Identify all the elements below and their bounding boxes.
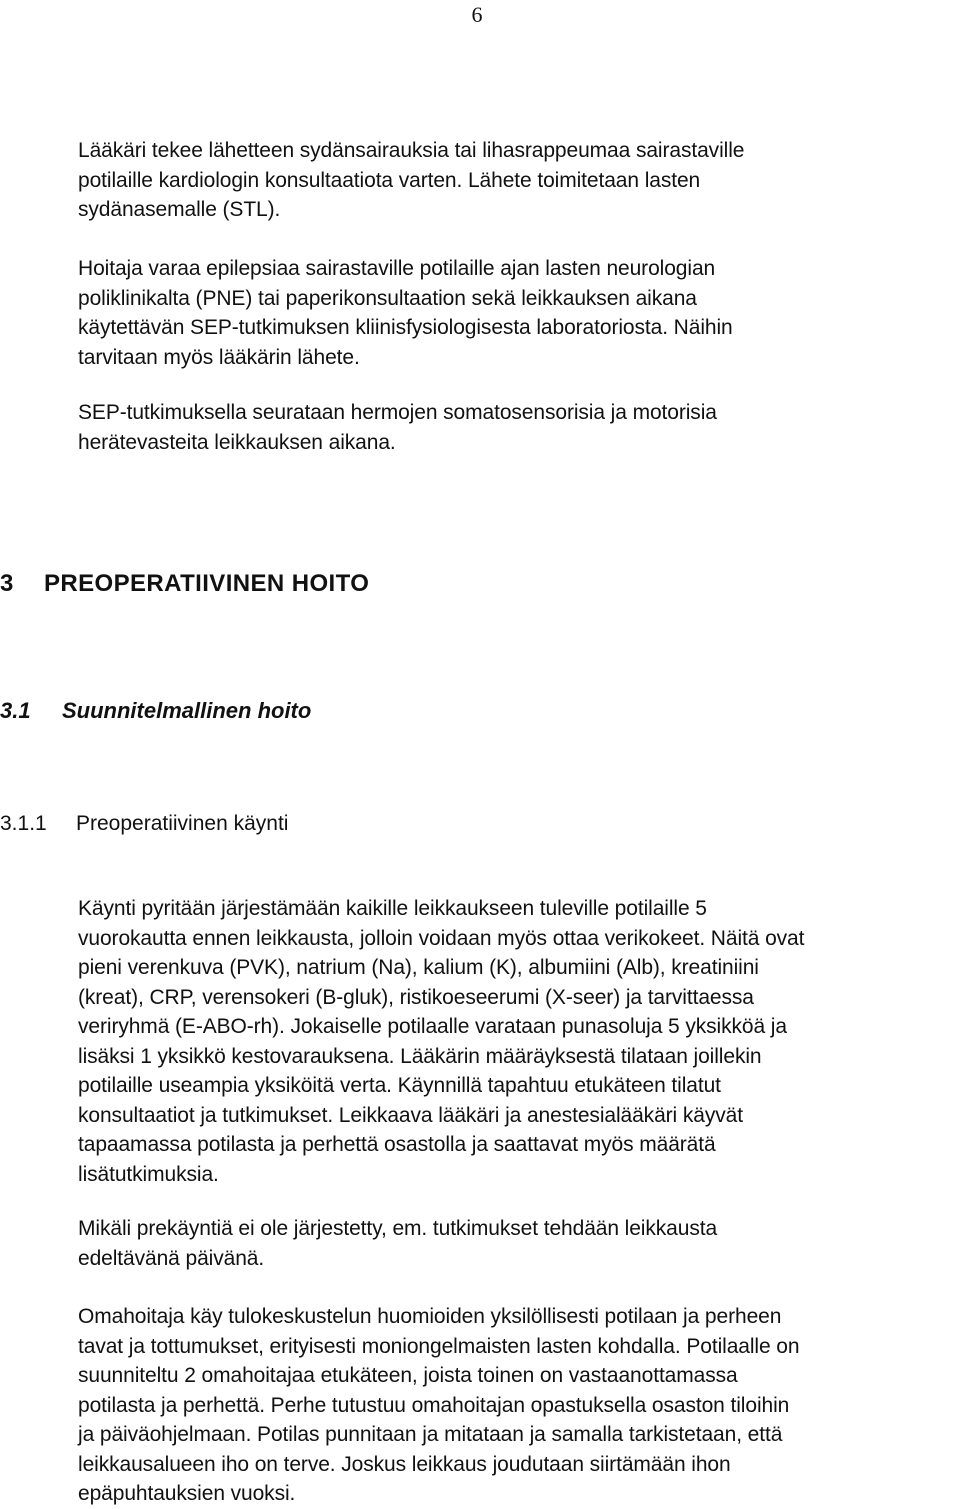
paragraph-sep-monitoring [78,398,958,457]
paragraph-epilepsy-booking [78,254,958,372]
text-line: Lääkäri tekee lähetteen sydänsairauksia tai lihasrappeumaa sairastaville [78,139,745,162]
subsubsection-number: 3.1.1 [0,812,47,835]
text-line: lisäksi 1 yksikkö kestovarauksena. Lääkärin määräyksestä tilataan joillekin [78,1044,762,1068]
text-line: herätevasteita leikkauksen aikana. [78,430,396,454]
text-line: sydänasemalle (STL). [78,198,281,221]
paragraph-no-previsit [78,1214,958,1273]
text-line: potilaille kardiologin konsultaatiota varten. Lähete toimitetaan lasten [78,168,701,192]
text-line: veriryhmä (E-ABO-rh). Jokaiselle potilaalle varataan punasoluja 5 yksikköä ja [78,1015,787,1038]
text-line: SEP-tutkimuksella seurataan hermojen somatosensorisia ja motorisia [78,401,717,424]
paragraph-primary-nurse [78,1302,958,1509]
text-line: ja päiväohjelmaan. Potilas punnitaan ja mitataan ja samalla tarkistetaan, että [78,1423,783,1446]
text-line: Käynti pyritään järjestämään kaikille leikkaukseen tuleville potilaille 5 [78,897,707,920]
subsection-title: Suunnitelmallinen hoito [62,698,312,723]
text-line: käytettävän SEP-tutkimuksen kliinisfysiologisesta laboratoriosta. Näihin [78,316,733,339]
subsection-number: 3.1 [0,698,31,723]
section-heading [0,570,369,598]
paragraph-preoperative-visit [78,894,958,1189]
text-line: poliklinikalta (PNE) tai paperikonsultaation sekä leikkauksen aikana [78,286,697,310]
subsubsection-title: Preoperatiivinen käynti [76,812,289,835]
paragraph-referral-cardiology [78,136,958,225]
text-line: vuorokautta ennen leikkausta, jolloin voidaan myös ottaa verikokeet. Näitä ovat [78,926,805,950]
subsubsection-heading [0,812,288,836]
text-line: tavat ja tottumukset, erityisesti moniongelmaisten lasten kohdalla. Potilaalle on [78,1334,800,1358]
text-line: lisätutkimuksia. [78,1162,219,1186]
text-line: edeltävänä päivänä. [78,1246,265,1270]
text-line: tapaamassa potilasta ja perhettä osastolla ja saattavat myös määrätä [78,1133,716,1156]
text-line: leikkausalueen iho on terve. Joskus leikkaus joudutaan siirtämään ihon [78,1452,731,1476]
text-line: suunniteltu 2 omahoitajaa etukäteen, joista toinen on vastaanottamassa [78,1364,738,1387]
text-line: Mikäli prekäyntiä ei ole järjestetty, em. tutkimukset tehdään leikkausta [78,1217,718,1240]
text-line: (kreat), CRP, verensokeri (B-gluk), ristikoeseerumi (X-seer) ja tarvittaessa [78,985,754,1009]
subsection-heading [0,698,311,724]
text-line: Hoitaja varaa epilepsiaa sairastaville potilaille ajan lasten neurologian [78,257,716,280]
section-title: PREOPERATIIVINEN HOITO [44,570,370,597]
text-line: Omahoitaja käy tulokeskustelun huomioiden yksilöllisesti potilaan ja perheen [78,1305,782,1328]
text-line: potilaille useampia yksiköitä verta. Käynnillä tapahtuu etukäteen tilatut [78,1074,721,1097]
section-number: 3 [0,570,14,597]
text-line: pieni verenkuva (PVK), natrium (Na), kalium (K), albumiini (Alb), kreatiniini [78,956,759,979]
text-line: potilasta ja perhettä. Perhe tutustuu omahoitajan opastuksella osaston tiloihin [78,1393,790,1417]
page-number: 6 [471,2,483,27]
text-line: epäpuhtauksien vuoksi. [78,1482,296,1505]
text-line: konsultaatiot ja tutkimukset. Leikkaava lääkäri ja anestesialääkäri käyvät [78,1103,743,1127]
text-line: tarvitaan myös lääkärin lähete. [78,345,360,369]
